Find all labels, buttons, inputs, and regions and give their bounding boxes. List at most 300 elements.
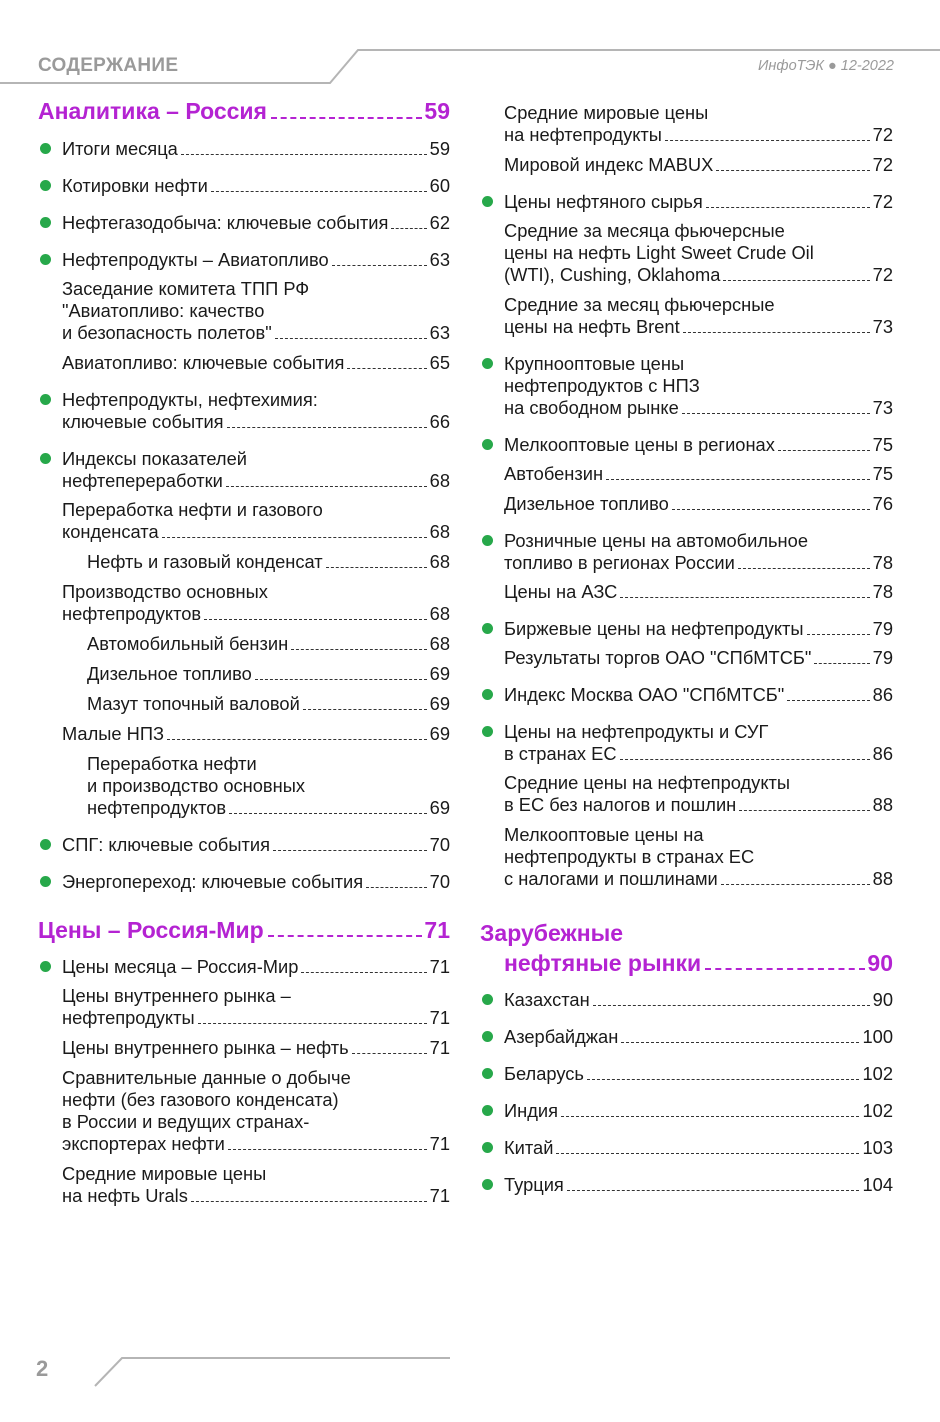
bullet-icon — [482, 1179, 493, 1190]
toc-entry-text: Нефтегазодобыча: ключевые события — [62, 211, 389, 233]
dot-leader — [705, 968, 865, 970]
toc-entry-title — [504, 618, 893, 640]
toc-page-number: 78 — [872, 581, 893, 602]
toc-entry-title — [62, 278, 450, 344]
toc-entry-line: нефтепродуктов с НПЗ — [504, 375, 700, 396]
toc-entry-line — [504, 989, 893, 1011]
dot-leader — [593, 1005, 870, 1006]
toc-entry-text: Мелкооптовые цены в регионах — [504, 434, 775, 455]
toc-entry-line: нефти (без газового конденсата) — [62, 1089, 339, 1111]
toc-entry-text: Цены на АЗС — [504, 581, 618, 602]
bullet-icon — [40, 254, 51, 265]
section-heading[interactable] — [38, 917, 450, 945]
toc-page-number: 79 — [872, 647, 893, 668]
toc-page-number: 100 — [862, 1026, 893, 1048]
toc-entry-text: Малые НПЗ — [62, 722, 165, 744]
toc-entry-text: Турция — [504, 1174, 564, 1196]
toc-page-number: 68 — [429, 520, 450, 542]
toc-entry-line — [504, 191, 893, 213]
toc-entry-title — [87, 753, 450, 819]
bullet-icon — [482, 1105, 493, 1116]
toc-entry-title — [504, 102, 893, 146]
dot-leader — [620, 597, 869, 598]
toc-entry-text: конденсата — [62, 520, 159, 542]
toc-entry[interactable] — [38, 249, 450, 271]
toc-entry[interactable] — [480, 618, 893, 640]
toc-entry-text: Автомобильный бензин — [87, 632, 289, 654]
toc-page-number: 102 — [862, 1100, 893, 1122]
toc-entry-line — [62, 1037, 450, 1059]
toc-entry-text: Азербайджан — [504, 1026, 619, 1048]
footer-rule — [0, 1340, 940, 1390]
toc-entry-line — [62, 322, 450, 344]
toc-entry[interactable] — [38, 551, 450, 573]
bullet-icon — [482, 623, 493, 634]
toc-entry[interactable] — [38, 138, 450, 160]
toc-entry-line — [62, 470, 450, 492]
bullet-icon — [40, 217, 51, 228]
toc-page-number: 66 — [429, 410, 450, 432]
toc-entry-line: Средние мировые цены — [62, 1163, 267, 1185]
toc-entry-line: Розничные цены на автомобильное — [504, 530, 808, 551]
toc-entry-line — [504, 463, 893, 485]
toc-page-number: 72 — [872, 191, 893, 212]
toc-entry-title — [62, 249, 450, 271]
toc-entry-title — [62, 871, 450, 893]
toc-entry-title — [504, 684, 893, 706]
toc-entry[interactable] — [38, 1037, 450, 1059]
toc-entry-line: Сравнительные данные о добыче — [62, 1067, 351, 1089]
toc-entry[interactable] — [38, 448, 450, 492]
toc-entry[interactable] — [480, 353, 893, 419]
dot-leader — [682, 413, 870, 414]
toc-page-number: 62 — [429, 211, 450, 233]
section-heading[interactable] — [38, 98, 450, 126]
toc-entry[interactable] — [38, 1067, 450, 1155]
toc-entry[interactable] — [480, 1026, 893, 1048]
dot-leader — [162, 537, 427, 538]
toc-entry-title — [87, 693, 450, 715]
toc-entry-title — [62, 448, 450, 492]
toc-entry-text: Нефть и газовый конденсат — [87, 550, 323, 572]
toc-entry-title — [504, 191, 893, 213]
toc-entry-title — [62, 1037, 450, 1059]
bullet-icon — [482, 358, 493, 369]
toc-entry-text: Энергопереход: ключевые события — [62, 870, 364, 892]
toc-entry-line: Средние мировые цены — [504, 102, 709, 123]
toc-page-number: 71 — [429, 1037, 450, 1059]
toc-entry-line — [87, 797, 450, 819]
toc-entry-line — [62, 1007, 450, 1029]
bullet-icon — [40, 180, 51, 191]
toc-page-number: 72 — [872, 124, 893, 145]
toc-entry[interactable] — [480, 102, 893, 146]
toc-page-number: 76 — [872, 493, 893, 514]
toc-page-number: 73 — [872, 397, 893, 418]
toc-entry-text: Результаты торгов ОАО "СПбМТСБ" — [504, 647, 812, 668]
toc-entry[interactable] — [38, 633, 450, 655]
toc-entry[interactable] — [480, 434, 893, 456]
toc-page-number: 71 — [429, 1185, 450, 1207]
section-title: нефтяные рынки — [504, 949, 702, 976]
section-page-number: 71 — [424, 916, 450, 943]
toc-entry-line: цены на нефть Light Sweet Crude Oil — [504, 242, 814, 263]
toc-entry-text: Казахстан — [504, 989, 590, 1011]
toc-entry-line — [87, 551, 450, 573]
toc-entry-line: Средние цены на нефтепродукты — [504, 772, 791, 793]
toc-page-number: 73 — [872, 316, 893, 337]
dot-leader — [738, 568, 870, 569]
toc-entry-line — [62, 521, 450, 543]
dot-leader — [620, 759, 870, 760]
toc-entry-line — [504, 868, 893, 890]
dot-leader — [587, 1079, 860, 1080]
toc-entry-line: Индексы показателей — [62, 447, 247, 469]
toc-entry-title — [504, 989, 893, 1011]
toc-entry-line — [504, 316, 893, 338]
toc-entry[interactable] — [38, 389, 450, 433]
toc-entry-line — [62, 834, 450, 856]
page-number: 2 — [36, 1356, 49, 1381]
toc-entry-line — [504, 124, 893, 146]
toc-entry[interactable] — [480, 721, 893, 765]
toc-entry-text: с налогами и пошлинами — [504, 868, 718, 889]
bullet-icon — [40, 876, 51, 887]
toc-entry[interactable] — [480, 1174, 893, 1196]
toc-entry-line — [504, 684, 893, 706]
dot-leader — [167, 739, 427, 740]
toc-entry-text: Индия — [504, 1100, 559, 1122]
dot-leader — [706, 207, 870, 208]
bullet-icon — [482, 994, 493, 1005]
toc-entry[interactable] — [38, 352, 450, 374]
toc-entry[interactable] — [38, 956, 450, 978]
bullet-icon — [482, 726, 493, 737]
toc-entry-line — [504, 618, 893, 640]
toc-entry-line — [62, 871, 450, 893]
bullet-icon — [482, 1031, 493, 1042]
toc-entry[interactable] — [480, 493, 893, 515]
toc-entry-line: в России и ведущих странах- — [62, 1111, 310, 1133]
toc-entry-line: Переработка нефти — [87, 752, 257, 774]
toc-entry[interactable] — [38, 693, 450, 715]
toc-entry[interactable] — [480, 1137, 893, 1159]
toc-entry-title — [504, 1137, 893, 1159]
toc-page-number: 68 — [429, 550, 450, 572]
toc-entry-title — [62, 389, 450, 433]
toc-entry-line — [87, 633, 450, 655]
header-title: СОДЕРЖАНИЕ — [38, 55, 179, 76]
toc-entry-line: Цены на нефтепродукты и СУГ — [504, 721, 769, 742]
toc-page-number: 68 — [429, 632, 450, 654]
toc-entry-title — [87, 663, 450, 685]
dot-leader — [347, 368, 426, 369]
dot-leader — [739, 810, 869, 811]
toc-entry[interactable] — [480, 191, 893, 213]
dot-leader — [275, 338, 427, 339]
dot-leader — [301, 972, 426, 973]
toc-entry-text: экспортерах нефти — [62, 1133, 225, 1155]
dot-leader — [556, 1153, 859, 1154]
toc-entry-title — [504, 1100, 893, 1122]
toc-entry-title — [504, 721, 893, 765]
bullet-icon — [40, 143, 51, 154]
bullet-icon — [482, 439, 493, 450]
dot-leader — [303, 709, 427, 710]
section-title: Цены – Россия-Мир — [38, 916, 264, 943]
bullet-icon — [482, 689, 493, 700]
toc-entry[interactable] — [38, 499, 450, 543]
toc-page-number: 63 — [429, 321, 450, 343]
toc-entry-title — [504, 463, 893, 485]
toc-page-number: 88 — [872, 794, 893, 815]
toc-entry[interactable] — [38, 212, 450, 234]
toc-right-column — [480, 92, 893, 1196]
toc-entry-line — [504, 743, 893, 765]
bullet-icon — [482, 535, 493, 546]
toc-entry-line: Производство основных — [62, 580, 268, 602]
dot-leader — [268, 935, 423, 937]
toc-entry[interactable] — [480, 684, 893, 706]
toc-entry-text: топливо в регионах России — [504, 552, 735, 573]
toc-page-number: 60 — [429, 174, 450, 196]
toc-page-number: 71 — [429, 956, 450, 978]
toc-entry-title — [62, 581, 450, 625]
dot-leader — [228, 1149, 427, 1150]
toc-entry-line — [504, 552, 893, 574]
toc-entry[interactable] — [38, 1163, 450, 1207]
toc-entry-line — [87, 663, 450, 685]
toc-entry-line — [504, 434, 893, 456]
dot-leader — [778, 450, 870, 451]
toc-entry[interactable] — [480, 220, 893, 286]
toc-entry[interactable] — [480, 647, 893, 669]
toc-entry-line — [504, 1100, 893, 1122]
toc-entry-text: Цены внутреннего рынка – нефть — [62, 1037, 349, 1059]
dot-leader — [198, 1023, 427, 1024]
toc-entry-text: нефтепродукты — [62, 1007, 195, 1029]
toc-page-number: 88 — [872, 868, 893, 889]
dot-leader — [191, 1201, 427, 1202]
dot-leader — [229, 813, 427, 814]
toc-entry-text: Нефтепродукты – Авиатопливо — [62, 248, 329, 270]
dot-leader — [561, 1116, 859, 1117]
toc-entry-line — [504, 1174, 893, 1196]
toc-entry-line — [62, 138, 450, 160]
toc-entry-text: Автобензин — [504, 463, 604, 484]
bullet-icon — [40, 394, 51, 405]
dot-leader — [255, 679, 427, 680]
toc-entry-line — [504, 397, 893, 419]
toc-page-number: 71 — [429, 1007, 450, 1029]
toc-entry[interactable] — [38, 723, 450, 745]
toc-entry-title — [62, 723, 450, 745]
toc-entry-line — [62, 212, 450, 234]
toc-entry-line — [62, 352, 450, 374]
section-heading[interactable] — [480, 920, 893, 948]
toc-entry-title — [62, 138, 450, 160]
toc-entry[interactable] — [480, 1063, 893, 1085]
toc-entry-title — [62, 956, 450, 978]
bullet-icon — [40, 453, 51, 464]
dot-leader — [326, 567, 427, 568]
toc-entry[interactable] — [480, 154, 893, 176]
toc-entry-text: нефтепродуктов — [62, 602, 202, 624]
toc-entry-title — [504, 772, 893, 816]
dot-leader — [291, 649, 426, 650]
toc-entry-text: в ЕС без налогов и пошлин — [504, 794, 737, 815]
toc-page-number: 69 — [429, 722, 450, 744]
dot-leader — [716, 170, 869, 171]
toc-entry-title — [504, 647, 893, 669]
toc-entry[interactable] — [480, 463, 893, 485]
toc-entry-title — [504, 220, 893, 286]
toc-page-number: 70 — [429, 833, 450, 855]
toc-page-number: 79 — [872, 618, 893, 639]
toc-entry-text: нефтепереработки — [62, 469, 223, 491]
toc-page-number: 68 — [429, 602, 450, 624]
toc-entry-text: Биржевые цены на нефтепродукты — [504, 618, 804, 639]
section-title: Аналитика – Россия — [38, 98, 267, 124]
toc-entry-line — [504, 647, 893, 669]
toc-entry-text: на нефть Urals — [62, 1185, 188, 1207]
toc-entry-line — [504, 493, 893, 515]
toc-entry[interactable] — [480, 989, 893, 1011]
toc-entry-line: Цены внутреннего рынка – — [62, 985, 291, 1007]
toc-entry-line: Средние за месяца фьючерсные — [504, 220, 785, 241]
toc-page-number: 72 — [872, 264, 893, 285]
dot-leader — [567, 1190, 860, 1191]
toc-page-number: 65 — [429, 351, 450, 373]
toc-entry-text: Дизельное топливо — [504, 493, 669, 514]
toc-entry[interactable] — [38, 175, 450, 197]
toc-entry-line — [62, 723, 450, 745]
toc-entry-line — [62, 603, 450, 625]
dot-leader — [665, 140, 870, 141]
dot-leader — [683, 332, 870, 333]
toc-entry[interactable] — [38, 871, 450, 893]
toc-entry-text: Мазут топочный валовой — [87, 692, 300, 714]
toc-entry-title — [62, 985, 450, 1029]
bullet-icon — [482, 196, 493, 207]
toc-entry-title — [504, 1063, 893, 1085]
toc-entry[interactable] — [480, 581, 893, 603]
toc-page-number: 72 — [872, 154, 893, 175]
toc-entry[interactable] — [480, 1100, 893, 1122]
toc-entry-text: и безопасность полетов" — [62, 321, 272, 343]
toc-entry-line — [504, 154, 893, 176]
toc-entry-title — [62, 1067, 450, 1155]
toc-entry-title — [504, 493, 893, 515]
toc-entry-text: Цены нефтяного сырья — [504, 191, 703, 212]
dot-leader — [227, 427, 427, 428]
bullet-icon — [482, 1142, 493, 1153]
toc-page-number: 69 — [429, 692, 450, 714]
toc-entry-text: Котировки нефти — [62, 174, 208, 196]
section-page-number: 90 — [867, 949, 893, 976]
dot-leader — [721, 884, 870, 885]
page-header — [0, 0, 940, 90]
toc-entry-title — [62, 352, 450, 374]
toc-entry-text: в странах ЕС — [504, 743, 617, 764]
toc-entry-text: Итоги месяца — [62, 137, 178, 159]
toc-entry-line: нефтепродукты в странах ЕС — [504, 846, 755, 867]
toc-entry-title — [62, 212, 450, 234]
toc-entry-line — [504, 581, 893, 603]
toc-entry[interactable] — [38, 985, 450, 1029]
toc-entry-title — [504, 824, 893, 890]
section-heading[interactable] — [480, 950, 893, 978]
toc-entry[interactable] — [38, 581, 450, 625]
toc-entry-line — [62, 249, 450, 271]
dot-leader — [204, 619, 427, 620]
toc-left-column — [38, 92, 450, 1207]
toc-entry-text: цены на нефть Brent — [504, 316, 680, 337]
toc-entry[interactable] — [480, 294, 893, 338]
toc-entry-title — [87, 551, 450, 573]
toc-entry-title — [62, 834, 450, 856]
toc-entry[interactable] — [480, 824, 893, 890]
section-page-number: 59 — [424, 98, 450, 124]
toc-page-number: 68 — [429, 469, 450, 491]
toc-entry-title — [504, 353, 893, 419]
bullet-icon — [40, 961, 51, 972]
toc-entry-line — [62, 956, 450, 978]
dot-leader — [211, 191, 427, 192]
toc-entry[interactable] — [38, 663, 450, 685]
toc-entry-line — [87, 693, 450, 715]
toc-page-number: 90 — [872, 989, 893, 1011]
toc-entry-text: Мировой индекс MABUX — [504, 154, 714, 175]
toc-entry-line: Мелкооптовые цены на — [504, 824, 704, 845]
toc-entry[interactable] — [480, 530, 893, 574]
toc-entry-line: и производство основных — [87, 774, 305, 796]
toc-entry-text: Авиатопливо: ключевые события — [62, 351, 345, 373]
dot-leader — [672, 509, 870, 510]
toc-entry-text: СПГ: ключевые события — [62, 833, 270, 855]
toc-entry-line: "Авиатопливо: качество — [62, 299, 265, 321]
toc-entry-text: Индекс Москва ОАО "СПбМТСБ" — [504, 684, 785, 705]
toc-entry-line: Переработка нефти и газового — [62, 498, 323, 520]
dot-leader — [332, 265, 427, 266]
toc-page-number: 103 — [862, 1137, 893, 1159]
toc-entry-title — [62, 1163, 450, 1207]
toc-entry-text: Беларусь — [504, 1063, 584, 1085]
toc-entry-title — [504, 1026, 893, 1048]
toc-entry[interactable] — [38, 278, 450, 344]
toc-entry-title — [504, 581, 893, 603]
toc-entry-text: Китай — [504, 1137, 554, 1159]
toc-entry-line — [504, 1026, 893, 1048]
toc-page-number: 59 — [429, 137, 450, 159]
toc-entry-line — [62, 1185, 450, 1207]
toc-entry[interactable] — [38, 753, 450, 819]
toc-entry[interactable] — [480, 772, 893, 816]
dot-leader — [787, 700, 869, 701]
toc-entry-title — [504, 1174, 893, 1196]
toc-page-number: 63 — [429, 248, 450, 270]
toc-entry-title — [87, 633, 450, 655]
dot-leader — [391, 228, 426, 229]
toc-page-number: 78 — [872, 552, 893, 573]
toc-entry-line — [504, 1063, 893, 1085]
toc-entry-line: Крупнооптовые цены — [504, 353, 685, 374]
toc-entry[interactable] — [38, 834, 450, 856]
toc-page-number: 104 — [862, 1174, 893, 1196]
toc-entry-line — [62, 175, 450, 197]
dot-leader — [271, 117, 422, 119]
dot-leader — [606, 479, 870, 480]
